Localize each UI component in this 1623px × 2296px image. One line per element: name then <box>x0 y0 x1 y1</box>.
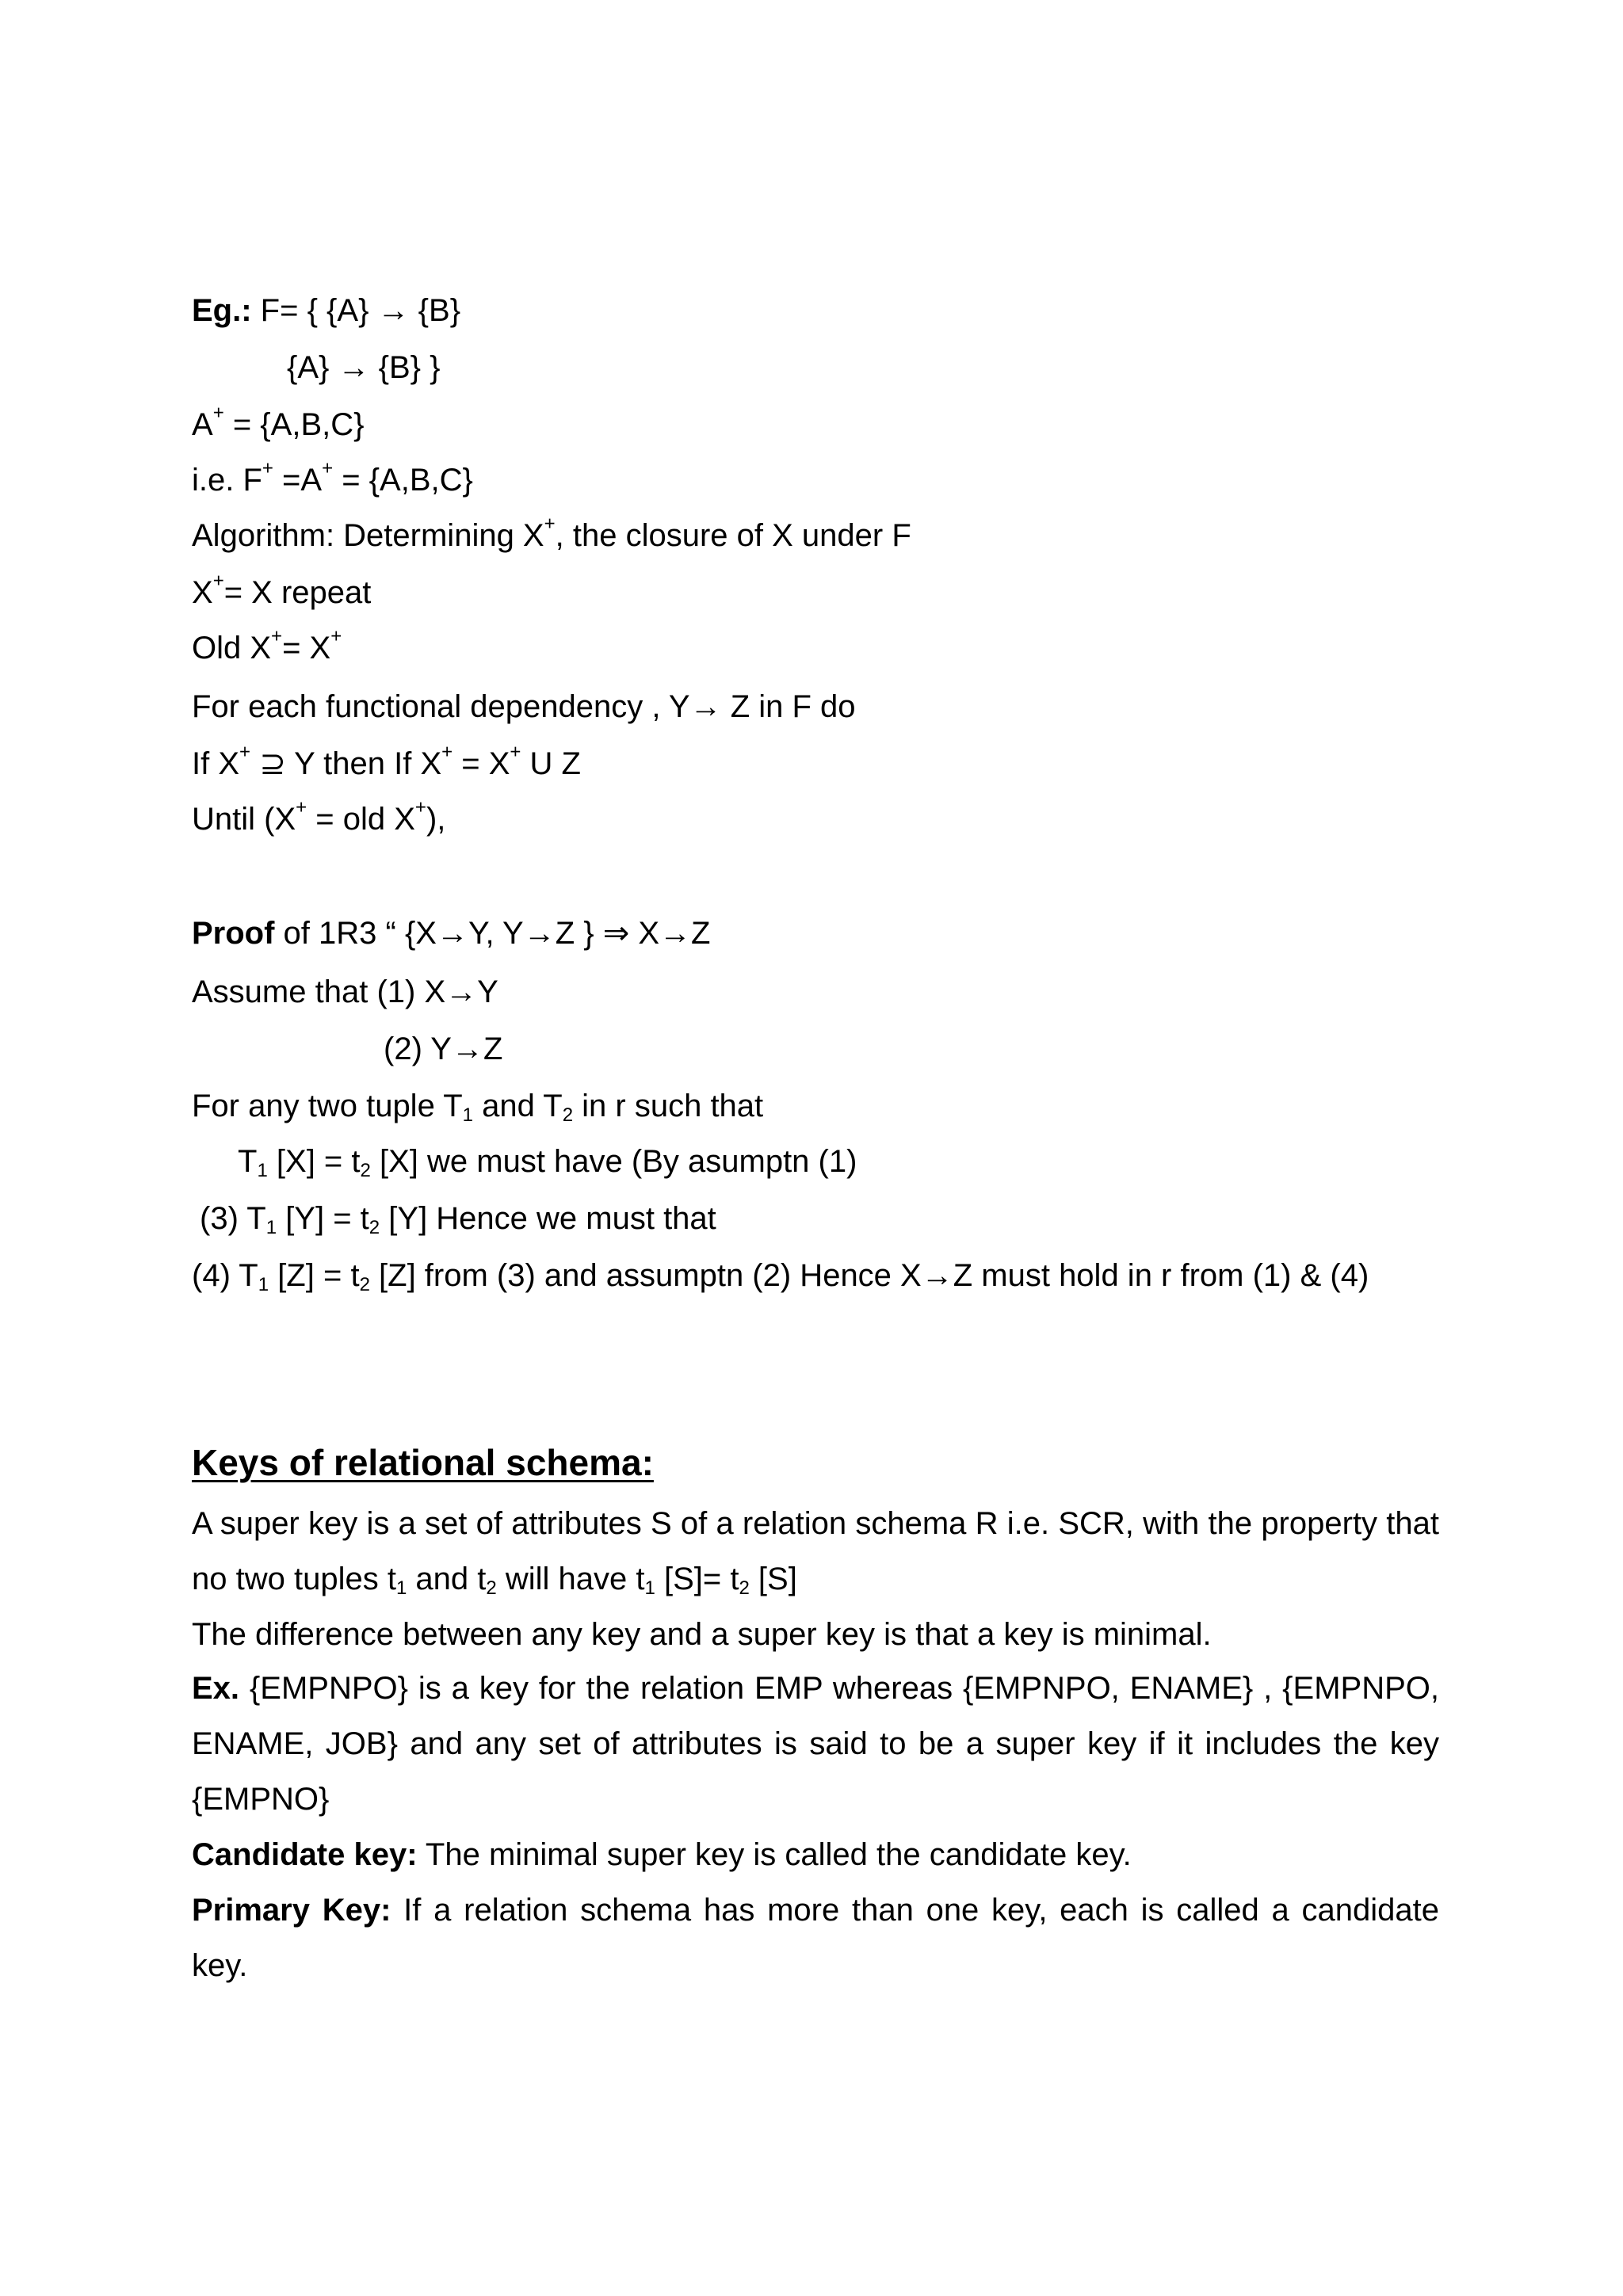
algorithm-step-5: Until (X+ = old X+), <box>192 796 446 837</box>
example-paragraph: Ex. {EMPNPO} is a key for the relation EMP whereas {EMPNPO, ENAME} , {EMPNPO, ENAME, JOB} and any set of attributes is said to be a super key if it includes the key {EMPNO} <box>192 1671 1439 1817</box>
example-text-1: F= { {A} → {B} <box>251 293 461 328</box>
example-line-1 <box>192 290 460 331</box>
algorithm-step-3: For each functional dependency , Y→ Z in F do <box>192 689 856 724</box>
proof-line-1: For any two tuple $T_1$ and $T_2$ in r such that <box>192 1089 764 1126</box>
proof-assume-1: Assume that (1) X→Y <box>192 974 498 1009</box>
example-line-2: {A} → {B} } <box>287 350 441 385</box>
closure-a-line: A+ = {A,B,C} <box>192 402 365 442</box>
proof-title: Proof of 1R3 “ {X→Y, Y→Z } ⇒ X→Z <box>192 916 711 951</box>
proof-line-4: (4) $T_1$ $[Z] = t_2$ [Z] from (3) and assumptn (2) Hence X→Z must hold in r from (1) & (4) <box>192 1258 1369 1295</box>
algorithm-step-2: Old X+= X+ <box>192 625 342 666</box>
candidate-key-label: Candidate key: <box>192 1837 418 1872</box>
primary-key-label: Primary Key: <box>192 1893 391 1928</box>
super-key-paragraph: A super key is a set of attributes S of a relation schema R i.e. SCR, with the property that no two tuples $t_1$ and $t_2$ will have $t_1$ $[S]= t_2$ [S] <box>192 1506 1439 1599</box>
keys-heading: Keys of relational schema: <box>192 1442 654 1483</box>
proof-line-2: $T_1$ $[X] = t_2$ [X] we must have (By asumptn (1) <box>238 1144 857 1181</box>
proof-line-3: (3) $T_1$ $[Y] = t_2$ [Y] Hence we must that <box>200 1201 716 1238</box>
algorithm-title: Algorithm: Determining X+, the closure of X under F <box>192 513 911 553</box>
difference-paragraph: The difference between any key and a super key is that a key is minimal. <box>192 1617 1212 1652</box>
proof-label: Proof <box>192 916 275 951</box>
proof-assume-2: (2) Y→Z <box>384 1032 503 1066</box>
ex-label: Ex. <box>192 1671 240 1706</box>
closure-f-line: i.e. F+ =A+ = {A,B,C} <box>192 457 473 498</box>
example-label: Eg.: <box>192 293 252 328</box>
algorithm-step-4: If X+ ⊇ Y then If X+ = X+ U Z <box>192 741 581 781</box>
algorithm-step-1: X+= X repeat <box>192 570 372 610</box>
primary-key-paragraph: Primary Key: If a relation schema has more than one key, each is called a candidate key. <box>192 1893 1440 1983</box>
candidate-key-paragraph: Candidate key: The minimal super key is called the candidate key. <box>192 1837 1132 1872</box>
